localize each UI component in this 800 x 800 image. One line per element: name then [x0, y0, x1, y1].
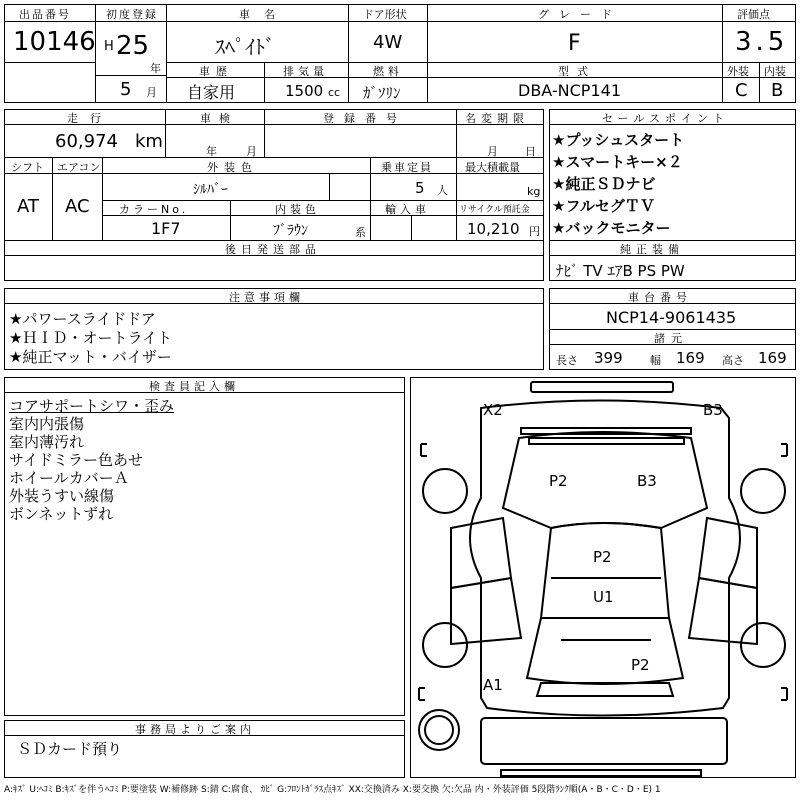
import-box [370, 215, 412, 241]
grade-label: グレード [427, 4, 723, 22]
intcolor-box: ﾌﾞﾗｳﾝ 系 [230, 215, 371, 241]
ac-box [52, 173, 103, 241]
reg-month-box: 5 月 [95, 75, 167, 103]
grade-value: F [568, 31, 581, 56]
inspector-item: 外装うすい線傷 [9, 487, 115, 505]
import-box2 [411, 215, 457, 241]
later-label: 後日発送部品 [4, 240, 544, 256]
inspector-item: ボンネットずれ [9, 505, 114, 523]
notes-box [4, 303, 544, 370]
color-value: ｼﾙﾊﾞｰ [193, 182, 228, 198]
chassis-label: 車台番号 [549, 288, 796, 304]
mark-rear-left: A1 [483, 676, 503, 694]
inspect-box: 年 月 [165, 124, 265, 158]
lot-label: 出品番号 [4, 4, 96, 22]
inspector-item: サイドミラー色あせ [9, 451, 143, 469]
colorno-label: カラーNo. [102, 200, 231, 216]
lot-number: 10146 [13, 27, 96, 57]
regno-label: 登録番号 [264, 109, 457, 125]
reg-year: 25 [116, 31, 150, 61]
reg-box: H 25 年 [95, 21, 167, 76]
intcolor-label: 内装色 [230, 200, 371, 216]
int-label: 内装 [759, 62, 796, 78]
colorno-value: 1F7 [151, 219, 181, 238]
color-box [102, 173, 330, 201]
namechg-label: 名変期限 [456, 109, 544, 125]
lot-box [4, 21, 96, 63]
history-box: 自家用 [166, 77, 265, 103]
namechg-box: 月 日 [456, 124, 544, 158]
inspector-item: ホイールカバーＡ [9, 469, 129, 487]
color-extra [329, 173, 371, 201]
office-box [4, 735, 405, 778]
import-label: 輸入車 [370, 200, 457, 216]
notes-item: ★純正マット・バイザー [9, 348, 172, 366]
color-label: 外装色 [102, 157, 371, 174]
notes-item: ★パワースライドドア [9, 310, 156, 328]
grade-box [427, 21, 723, 63]
colorno-box [102, 215, 231, 241]
specs-box: 長さ 399 幅 169 高さ 169 [549, 344, 796, 370]
notes-item: ★ＨＩＤ・オートライト [9, 329, 172, 347]
model-box [427, 77, 723, 103]
chassis-value: NCP14-9061435 [606, 308, 737, 327]
equipment-box [549, 255, 796, 281]
ac-value: AC [65, 196, 90, 217]
name-label: 車名 [166, 4, 349, 22]
model-value: DBA-NCP141 [518, 81, 621, 100]
fuel-label: 燃料 [348, 62, 428, 78]
ext-label: 外装 [722, 62, 760, 78]
shift-value: AT [17, 196, 39, 217]
recycle-value: 10,210 [467, 220, 520, 238]
specs-label: 諸元 [549, 329, 796, 345]
mark-hood-right: B3 [637, 472, 657, 490]
shift-box [4, 173, 53, 241]
disp-label: 排気量 [264, 62, 349, 78]
selling-label: セールスポイント [549, 109, 796, 125]
car-name: ｽﾍﾟｲﾄﾞ [215, 35, 275, 59]
score-value: 3.5 [735, 27, 789, 57]
recycle-box: 10,210 円 [456, 215, 544, 241]
mileage-label: 走行 [4, 109, 166, 125]
inspector-item: 室内内張傷 [9, 415, 85, 433]
inspector-item: 室内薄汚れ [9, 433, 85, 451]
int-box: B [759, 77, 796, 103]
later-box [4, 255, 544, 281]
mark-rear-right: P2 [631, 656, 650, 674]
equipment-label: 純正装備 [549, 240, 796, 256]
seats-box: 5 人 [370, 173, 457, 201]
inspector-box [4, 392, 405, 716]
door-label: ドア形状 [348, 4, 428, 22]
recycle-label: リサイクル預託金 [456, 200, 544, 216]
score-box [722, 21, 796, 63]
office-value: ＳＤカード預り [17, 740, 123, 758]
chassis-box [549, 303, 796, 330]
disp-box: 1500 cc [264, 77, 349, 103]
door-value: 4W [373, 32, 403, 53]
selling-box [549, 124, 796, 241]
lot-blank [4, 62, 96, 103]
mark-hood-left: P2 [549, 472, 568, 490]
ac-label: エアコン [52, 157, 103, 174]
door-box [348, 21, 428, 63]
load-label: 最大積載量 [456, 157, 544, 174]
mark-front-left: X2 [483, 401, 503, 419]
mark-interior: U1 [593, 588, 614, 606]
inspector-item: コアサポートシワ・歪み [9, 397, 175, 415]
model-label: 型式 [427, 62, 723, 78]
score-label: 評価点 [722, 4, 796, 22]
car-outline-diagram [411, 378, 797, 779]
selling-item: ★フルセグＴＶ [552, 197, 655, 215]
inspector-label: 検査員記入欄 [4, 377, 405, 393]
name-box [166, 21, 349, 63]
office-label: 事務局よりご案内 [4, 720, 405, 736]
mileage-box: 60,974 km [4, 124, 166, 158]
regno-box [264, 124, 457, 158]
fuel-box: ｶﾞｿﾘﾝ [348, 77, 428, 103]
mark-front-right: B3 [703, 401, 723, 419]
history-label: 車歴 [166, 62, 265, 78]
ext-box: C [722, 77, 760, 103]
selling-item: ★スマートキー×２ [552, 153, 683, 171]
inspect-label: 車検 [165, 109, 265, 125]
selling-item: ★プッシュスタート [552, 131, 685, 149]
damage-diagram [410, 377, 796, 778]
notes-label: 注意事項欄 [4, 288, 544, 304]
reg-label: 初度登録 [95, 4, 167, 22]
reg-month: 5 [120, 79, 132, 100]
selling-item: ★バックモニター [552, 219, 671, 237]
shift-label: シフト [4, 157, 53, 174]
mileage-value: 60,974 [55, 131, 118, 152]
legend-text: A:ｷｽﾞ U:ﾍｺﾐ B:ｷｽﾞを伴うﾍｺﾐ P:要塗装 W:補修跡 S:錆 C:腐食、 ｶﾋﾞ G:ﾌﾛﾝﾄｶﾞﾗｽ点ｷｽﾞ XX:交換済み X:要交換 欠:欠品 内・外装評価 5段階ﾗﾝｸ順(A・B・C・D・E) 1 [4, 785, 661, 795]
selling-item: ★純正ＳＤナビ [552, 175, 656, 193]
mark-roof: P2 [593, 548, 612, 566]
equipment-value: ﾅﾋﾞ TV ｴｱB PS PW [556, 262, 685, 280]
seats-label: 乗車定員 [370, 157, 457, 174]
load-box: kg [456, 173, 544, 201]
